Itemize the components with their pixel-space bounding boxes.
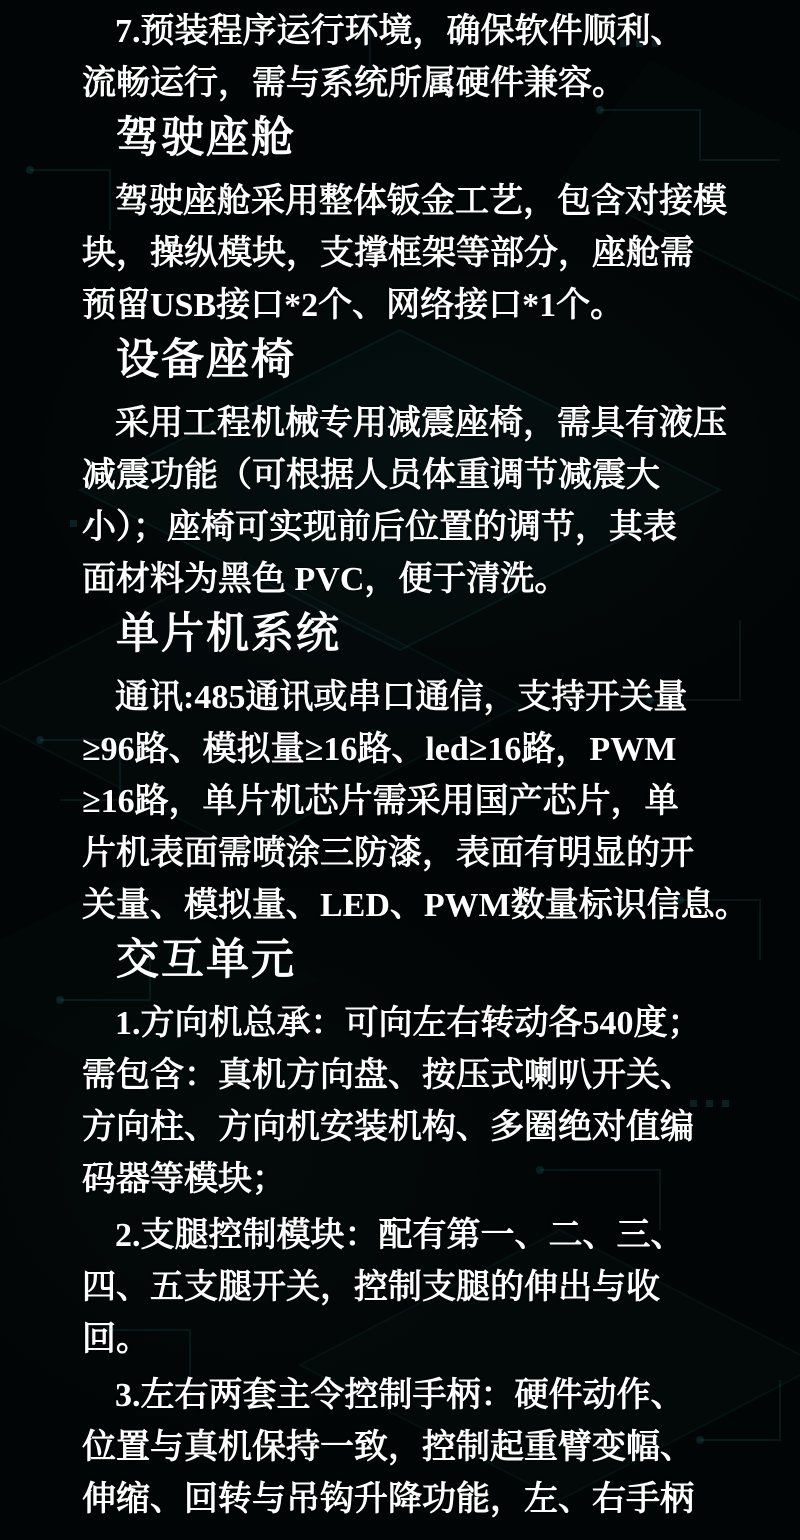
body-line: 2.支腿控制模块：配有第一、二、三、 [115,1217,685,1254]
body-line: 需包含：真机方向盘、按压式喇叭开关、 [82,1057,694,1094]
body-line: 驾驶座舱采用整体钣金工艺，包含对接模 [115,183,727,220]
section-heading-seat: 设备座椅 [116,336,296,384]
section-heading-cockpit: 驾驶座舱 [116,114,296,162]
body-line: ≥96路、模拟量≥16路、led≥16路，PWM [82,731,677,768]
body-line: 片机表面需喷涂三防漆，表面有明显的开 [82,835,694,872]
body-line: 面材料为黑色 PVC，便于清洗。 [82,561,569,598]
body-line: 码器等模块； [82,1161,286,1198]
joystick-paragraph [82,1370,740,1526]
section-heading-mcu: 单片机系统 [116,610,341,658]
body-line: 1.方向机总承：可向左右转动各540度； [115,1005,702,1042]
body-line: ≥16路，单片机芯片需采用国产芯片，单 [82,783,679,820]
section-heading-interaction: 交互单元 [116,936,296,984]
body-line: 小）；座椅可实现前后位置的调节，其表 [82,509,677,546]
body-line: 块，操纵模块，支撑框架等部分，座舱需 [82,235,694,272]
mcu-paragraph [82,672,749,932]
outrigger-paragraph [82,1210,740,1366]
body-line: 3.左右两套主令控制手柄：硬件动作、 [115,1377,685,1414]
body-line: 减震功能（可根据人员体重调节减震大 [82,457,660,494]
body-line: 采用工程机械专用减震座椅，需具有液压 [115,405,727,442]
body-line: 7.预装程序运行环境，确保软件顺利、 [115,13,685,50]
body-line: 位置与真机保持一致，控制起重臂变幅、 [82,1429,694,1466]
body-line: 四、五支腿开关，控制支腿的伸出与收 [82,1269,660,1306]
body-line: 预留USB接口*2个、网络接口*1个。 [82,287,625,324]
body-line: 流畅运行，需与系统所属硬件兼容。 [82,65,626,102]
seat-paragraph [82,398,740,606]
body-line: 通讯:485通讯或串口通信，支持开关量 [115,679,688,716]
body-line: 伸缩、回转与吊钩升降功能，左、右手柄 [82,1481,694,1518]
body-line: 关量、模拟量、LED、PWM数量标识信息。 [82,887,749,924]
intro-paragraph [82,6,740,110]
cockpit-paragraph [82,176,740,332]
body-line: 方向柱、方向机安装机构、多圈绝对值编 [82,1109,694,1146]
body-line: 回。 [82,1321,150,1358]
steering-paragraph [82,998,740,1206]
